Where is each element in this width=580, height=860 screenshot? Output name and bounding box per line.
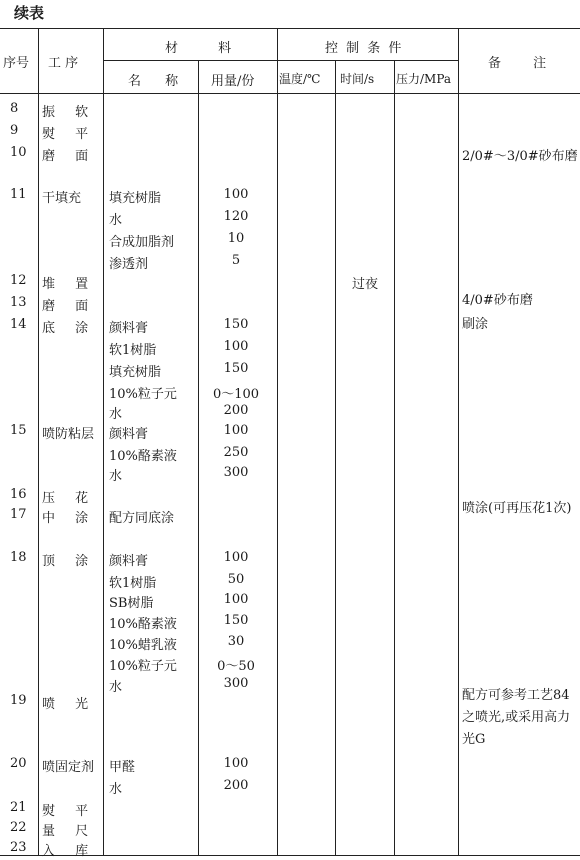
row-time: 过夜: [351, 277, 378, 292]
table-top-border: [0, 28, 580, 29]
table-row: [0, 383, 580, 403]
row-number: 12: [10, 273, 27, 288]
row-amount: 100: [223, 756, 249, 771]
header-no: 序号: [3, 56, 30, 71]
table-row: [0, 655, 580, 675]
table-row: [0, 187, 580, 207]
table-row: [0, 465, 580, 485]
table-row: [0, 756, 580, 776]
table-row: [0, 123, 580, 143]
header-pressure: 压力/MPa: [396, 72, 452, 86]
row-material: 10%粒子元: [109, 387, 177, 402]
row-material: 配方同底涂: [109, 511, 175, 526]
table-row: [0, 445, 580, 465]
row-amount: 300: [223, 676, 249, 691]
row-material: 水: [109, 782, 123, 797]
row-material: 填充树脂: [109, 191, 162, 206]
table-row: [0, 403, 580, 423]
header-materials: 材 料: [165, 41, 250, 56]
remark-row-19: 配方可参考工艺84之喷光,或采用高力光G: [462, 688, 571, 747]
row-amount: 100: [223, 550, 249, 565]
row-process: 喷 光: [42, 697, 97, 712]
row-amount: 200: [223, 778, 249, 793]
row-number: 9: [10, 123, 19, 138]
row-material: 颜料膏: [109, 554, 149, 569]
row-material: 软1树脂: [109, 576, 157, 591]
table-row: [0, 423, 580, 443]
row-amount: 100: [223, 339, 249, 354]
table-row: [0, 820, 580, 840]
remark-row-14: 刷涂: [462, 317, 489, 332]
row-material: 水: [109, 469, 123, 484]
row-material: 10%酪素液: [109, 449, 177, 464]
table-row: [0, 634, 580, 654]
remark-row-17: 喷涂(可再压花1次): [462, 501, 572, 516]
row-amount: 0～50: [217, 659, 255, 674]
row-process: 顶 涂: [42, 554, 97, 569]
header-process: 工 序: [48, 56, 79, 71]
row-process: 量 尺: [42, 824, 97, 839]
row-material: SB树脂: [109, 596, 154, 611]
row-amount: 5: [231, 253, 241, 268]
row-material: 10%蜡乳液: [109, 638, 177, 653]
row-process: 熨 平: [42, 127, 97, 142]
row-number: 16: [10, 487, 27, 502]
row-amount: 150: [223, 361, 249, 376]
row-number: 19: [10, 693, 27, 708]
header-name: 名 称: [128, 74, 189, 89]
row-material: 颜料膏: [109, 321, 149, 336]
row-number: 21: [10, 800, 27, 815]
header-amount: 用量/份: [211, 74, 255, 89]
row-process: 磨 面: [42, 299, 97, 314]
row-process: 喷固定剂: [42, 760, 95, 775]
row-amount: 30: [227, 634, 245, 649]
row-material: 合成加脂剂: [109, 235, 175, 250]
row-process: 堆 置: [42, 277, 97, 292]
header-control: 控 制 条 件: [325, 41, 404, 56]
table-row: [0, 550, 580, 570]
row-material: 甲醛: [109, 760, 136, 775]
header-mid-border: [103, 60, 458, 61]
row-material: 渗透剂: [109, 257, 149, 272]
row-amount: 100: [223, 592, 249, 607]
table-row: [0, 778, 580, 798]
row-amount: 100: [223, 187, 249, 202]
row-process: 入 库: [42, 844, 97, 859]
header-bottom-border: [0, 93, 580, 94]
row-number: 20: [10, 756, 27, 771]
header-temp: 温度/℃: [279, 72, 321, 86]
row-number: 18: [10, 550, 27, 565]
row-process: 振 软: [42, 105, 97, 120]
row-material: 填充树脂: [109, 365, 162, 380]
row-number: 17: [10, 507, 27, 522]
table-row: [0, 209, 580, 229]
row-material: 水: [109, 407, 123, 422]
row-material: 水: [109, 213, 123, 228]
row-process: 干填充: [42, 191, 82, 206]
row-amount: 100: [223, 423, 249, 438]
table-row: [0, 361, 580, 381]
row-amount: 50: [227, 572, 245, 587]
row-amount: 10: [227, 231, 245, 246]
row-number: 11: [10, 187, 27, 202]
remark-row-13: 4/0#砂布磨: [462, 293, 533, 308]
row-material: 软1树脂: [109, 343, 157, 358]
table-caption: 续表: [14, 4, 45, 22]
row-material: 10%酪素液: [109, 617, 177, 632]
table-row: [0, 592, 580, 612]
table-row: [0, 253, 580, 273]
row-process: 熨 平: [42, 804, 97, 819]
table-row: [0, 339, 580, 359]
row-number: 14: [10, 317, 27, 332]
row-amount: 150: [223, 613, 249, 628]
row-amount: 250: [223, 445, 249, 460]
row-amount: 300: [223, 465, 249, 480]
remark-row-10: 2/0#～3/0#砂布磨: [462, 149, 578, 164]
row-process: 喷防粘层: [42, 427, 95, 442]
row-material: 水: [109, 680, 123, 695]
row-process: 磨 面: [42, 149, 97, 164]
table-row: [0, 231, 580, 251]
row-process: 压 花: [42, 491, 97, 506]
row-number: 22: [10, 820, 27, 835]
row-amount: 150: [223, 317, 249, 332]
row-process: 底 涂: [42, 321, 97, 336]
row-amount: 0～100: [212, 387, 260, 402]
table-row: [0, 613, 580, 633]
table-row: [0, 800, 580, 820]
row-process: 中 涂: [42, 511, 97, 526]
row-amount: 120: [223, 209, 249, 224]
row-number: 10: [10, 145, 27, 160]
header-time: 时间/s: [340, 72, 375, 86]
row-number: 8: [10, 101, 19, 116]
row-amount: 200: [223, 403, 249, 418]
row-number: 15: [10, 423, 27, 438]
table-row: [0, 101, 580, 121]
table-row: [0, 840, 580, 860]
row-material: 10%粒子元: [109, 659, 177, 674]
table-row: [0, 572, 580, 592]
row-number: 23: [10, 840, 27, 855]
header-remarks: 备 注: [488, 56, 561, 71]
row-number: 13: [10, 295, 27, 310]
row-material: 颜料膏: [109, 427, 149, 442]
